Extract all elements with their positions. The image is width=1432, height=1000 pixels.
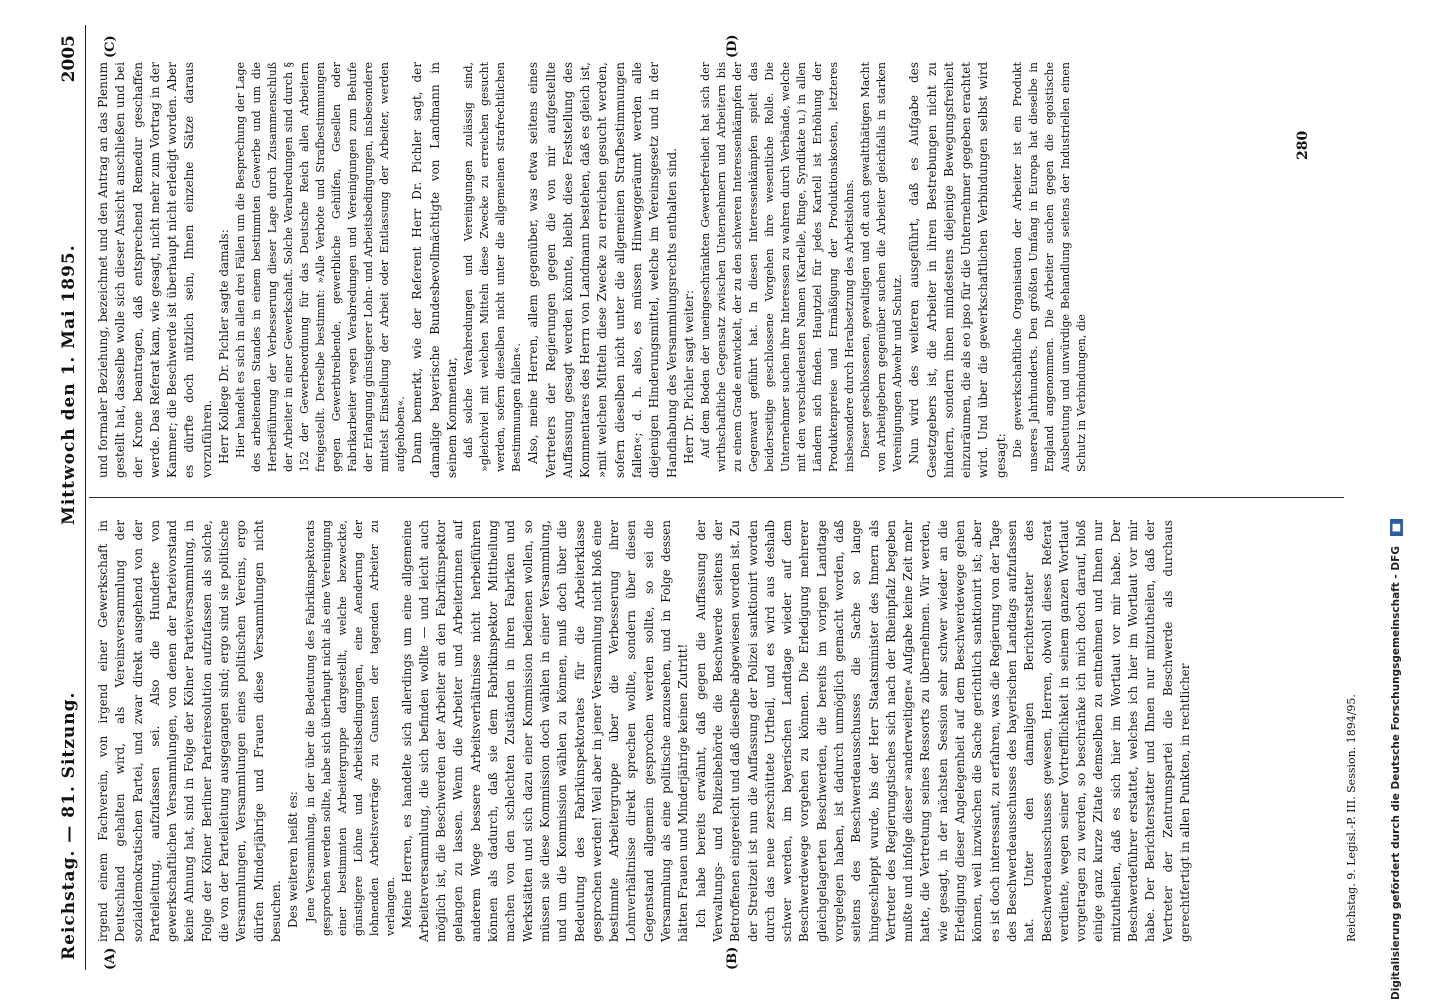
text-column-right [95, 62, 1345, 478]
text-column-left [95, 520, 1345, 942]
paragraph: Herr Kollege Dr. Pichler sagte damals: [217, 229, 232, 464]
paragraph: Herr Dr. Pichler sagt weiter: [681, 290, 696, 464]
quoted-paragraph: Jene Versammlung, in der über die Bedeutung des Fabrikinspektorats gesprochen werden sollte, habe sich überhaupt nicht als eine Vereinigung einer bestimmten Arbeitergruppe dargestellt, welche bezweckte, günstigere Löhne und Arbeitsbedingungen, eine Aenderung der lohnenden Arbeitsverträge zu Gunsten der tagenden Arbeiter zu verlangen. [303, 520, 397, 936]
quoted-paragraph: Hier handelt es sich in allen drei Fällen um die Besprechung der Lage des arbeitenden Standes in einem bestimmten Gewerbe und um die Herbeiführung der Verbesserung dieser Lage durch Zusammenschluß der Arbeiter in einer Gewerkschaft. Solche Verabredungen sind durch § 152 der Gewerbeordnung für das Deutsche Reich allen Arbeitern freigestellt. Derselbe bestimmt: »Alle Verbote und Strafbestimmungen gegen Gewerbtreibende, gewerbliche Gehilfen, Gesellen oder Fabrikarbeiter wegen Verabredungen und Vereinigungen zum Behufe der Erlangung günstigerer Lohn- und Arbeitsbedingungen, insbesondere mittelst Einstellung der Arbeit oder Entlassung der Arbeiter, werden aufgehoben«. [234, 62, 408, 472]
paragraph: und formaler Beziehung, bezeichnet und den Antrag an das Plenum gestellt hat, dasselbe wolle sich dieser Ansicht anschließen und bei der Krone beantragen, daß entsprechend Remedur geschaffen werde. Das Referat kam, wie gesagt, nicht mehr zum Vortrag in der Kammer; die Beschwerde ist überhaupt nicht erledigt worden. Aber es dürfte doch nützlich sein, Ihnen einzelne Sätze daraus vorzuführen. [96, 62, 214, 478]
paragraph: Dann bemerkt, wie der Referent Herr Dr. Pichler sagt, der damalige bayerische Bundesbevollmächtigte von Landmann in seinem Kommentar, [410, 62, 459, 478]
quoted-paragraph: Auf dem Boden der uneingeschränkten Gewerbefreiheit hat sich der wirthschaftliche Gegensatz zwischen Unternehmern und Arbeitern bis zu einem Grade entwickelt, der zu den schweren Interessenkämpfen der Gegenwart geführt hat. In diesen Interessenkämpfen spielt das beiderseitige geschlossene Vorgehen ihre wesentliche Rolle. Die Unternehmer suchen ihre Interessen zu wahren durch Verbände, welche mit den verschiedensten Namen (Kartelle, Ringe, Syndikate u.) in allen Ländern sich finden. Hauptziel für jedes Kartell ist Erhöhung der Produktenpreise und Ermäßigung der Produktionskosten, letzteres insbesondere durch Herabsetzung des Arbeitslohns. [699, 62, 857, 472]
digitization-credit-text: Digitalisierung gefördert durch die Deutsche Forschungsgemeinschaft - DFG [1390, 546, 1402, 1000]
margin-marker-b: (B) [725, 946, 740, 970]
margin-marker-d: (D) [725, 34, 740, 58]
digitization-credit [1390, 0, 1420, 1000]
paragraph: Ich habe bereits erwähnt, daß gegen die Auffassung der Verwaltungs- und Polizeibehörde die Beschwerde seitens der Betroffenen eingereicht und daß dieselbe abgewiesen worden ist. Zu der Streitzeit ist nun die Auffassung der Polizei sanktionirt worden durch das neue zerschüttete Urtheil, und es wird aus deshalb schwer werden, im bayerischen Landtage wieder auf dem Beschwerdewege vorgehen zu können. Die Erledigung mehrerer gleichgelagerten Beschwerden, die bereits im vorigen Landtage vorgelegen haben, ist dadurch unmöglich gemacht worden, daß seitens des Beschwerdeausschusses die Sache so lange hingeschleppt wurde, bis der Herr Staatsminister des Innern als Vertreter des Regierungstisches sich nach der Rheinpfalz begeben mußte und infolge dieser »anderweitigen« Aufgabe keine Zeit mehr hatte, die Vertretung seines Ressorts zu übernehmen. Wir werden, wie gesagt, in der nächsten Session sehr schwer wieder an die Erledigung dieser Angelegenheit auf dem Beschwerdewege gehen können, weil inzwischen die Sache gerichtlich sanktionirt ist; aber es ist doch interessant, zu erfahren, was die Regierung von der Tage des Beschwerdeausschusses des bayerischen Landtags aufzufassen hat. Unter den damaligen Berichterstatter des Beschwerdeausschusses gewesen, Herren, obwohl dieses Referat verdiente, wegen seiner Vortrefflichkeit in seinem ganzen Wortlaut vorgetragen zu werden, so beschränke ich mich doch darauf, bloß einige ganz kurze Zitate demselben zu entnehmen und Ihnen nur mitzutheilen, daß es sich hier im Wortlaut vor mir habe. Der Beschwerdeführer erstattet, welches ich hier im Wortlaut vor mir habe. Der Berichterstatter und Ihnen nur mitzutheilen, daß der Vertreter der Zentrumspartei die Beschwerde als durchaus gerechtfertigt in allen Punkten, in rechtlicher [693, 520, 1192, 942]
page-header [55, 25, 86, 970]
paragraph: Des weiteren heißt es: [286, 791, 301, 928]
paragraph: Also, meine Herren, allem gegenüber, was etwa seitens eines Vertreters der Regierungen gegen die von mir aufgestellte Auffassung gesagt werden könnte, bleibt diese Feststellung des Kommentares des Herrn von Landmann bestehen, daß es gleich ist, »mit welchen Mitteln diese Zwecke zu erreichen gesucht werden, sofern dieselben nicht unter die allgemeinen Strafbestimmungen fallen«; d. h. also, es müssen Hinweggeräumt werden alle diejenigen Hinderungsmittel, welche im Vereinsgesetz und in der Handhabung des Versammlungsrechts enthalten sind. [526, 62, 679, 478]
header-session-title: Reichstag. — 81. Sitzung. [59, 691, 79, 960]
quoted-paragraph: daß solche Verabredungen und Vereinigungen zulässig sind, »gleichviel mit welchen Mitteln diese Zwecke zu erreichen gesucht werden, sofern dieselben nicht unter die allgemeinen strafrechtlichen Bestimmungen fallen«. [462, 62, 524, 472]
header-date: Mittwoch den 1. Mai 1895. [59, 244, 79, 525]
margin-marker-c: (C) [103, 35, 118, 58]
dfg-logo-icon: ■ [1390, 519, 1403, 536]
margin-marker-a: (A) [103, 947, 118, 970]
header-page-column-number: 2005 [59, 35, 79, 83]
quoted-paragraph: Die gewerkschaftliche Organisation der Arbeiter ist ein Produkt unseres Jahrhunderts. Den größten Umfang in Europa hat dieselbe in England angenommen. Die Arbeiter suchen gegen die egoistische Ausbeutung und unwürdige Behandlung seitens der Industriellen einen Schutz in Verbindungen, die [1011, 62, 1089, 472]
page-number: 280 [1295, 130, 1311, 160]
footnote-session: Reichstag. 9. Legisl.-P. III. Session. 1894/95. [1345, 694, 1358, 942]
paragraph: Meine Herren, es handelte sich allerdings um eine allgemeine Arbeiterversammlung, die sich befinden wollte — und leicht auch möglich ist, die Beschwerden der Arbeiter an den Fabrikinspektor gelangen zu lassen. Wenn die Arbeiter und Arbeiterinnen auf anderem Wege bessere Arbeitsverhältnisse nicht herbeiführen können als dadurch, daß sie dem Fabrikinspektor Mittheilung machen von den schlechten Zuständen in ihren Fabriken und Werkstätten und sich dazu einer Kommission bedienen wollen, so müssen sie diese Kommission doch wählen in einer Versammlung, und um die Kommission wählen zu können, muß doch über die Bedeutung des Fabrikinspektorates für die Arbeiterklasse gesprochen werden! Weil aber in jener Versammlung nicht bloß eine bestimmte Arbeitergruppe über die Verbesserung ihrer Lohnverhältnisse direkt sprechen wollte, sondern über diesen Gegenstand allgemein gesprochen werden sollte, so sei die Versammlung als eine politische anzusehen, und in Folge dessen hätten Frauen und Minderjährige keinen Zutritt! [399, 520, 691, 942]
quoted-paragraph: Dieser geschlossenen, gewaltigen und oft auch gewaltthätigen Macht von Arbeitgebern gegenüber suchen die Arbeiter gleichfalls in starken Vereinigungen Abwehr und Schutz. [859, 62, 905, 472]
column-divider [89, 497, 1344, 498]
paragraph: Nun wird des weiteren ausgeführt, daß es Aufgabe des Gesetzgebers ist, die Arbeiter in ihren Bestrebungen nicht zu hindern, sondern ihnen mindestens diejenige Bewegungsfreiheit einzuräumen, die als eo ipso für die Unternehmer gegeben erachtet wird. Und über die gewerkschaftlichen Verbindungen selbst wird gesagt: [907, 62, 1008, 478]
newspaper-page [55, 25, 1380, 970]
paragraph: irgend einem Fachverein, von irgend einer Gewerkschaft in Deutschland gehalten wird, als Vereinsversammlung der sozialdemokratischen Partei, und zwar direkt ausgehend von der Parteileitung, aufzufassen sei. Also die Hunderte von gewerkschaftlichen Versammlungen, von denen der Parteivorstand keine Ahnung hat, sind in Folge der Kölner Parteiversammlung, in Folge der Kölner Berliner Parteiresolution aufzufassen als solche, die von der Parteileitung ausgegangen sind; ergo sind sie politische Versammlungen, Versammlungen eines politischen Vereins, ergo dürfen Minderjährige und Frauen diese Versammlungen nicht besuchen. [96, 520, 283, 942]
